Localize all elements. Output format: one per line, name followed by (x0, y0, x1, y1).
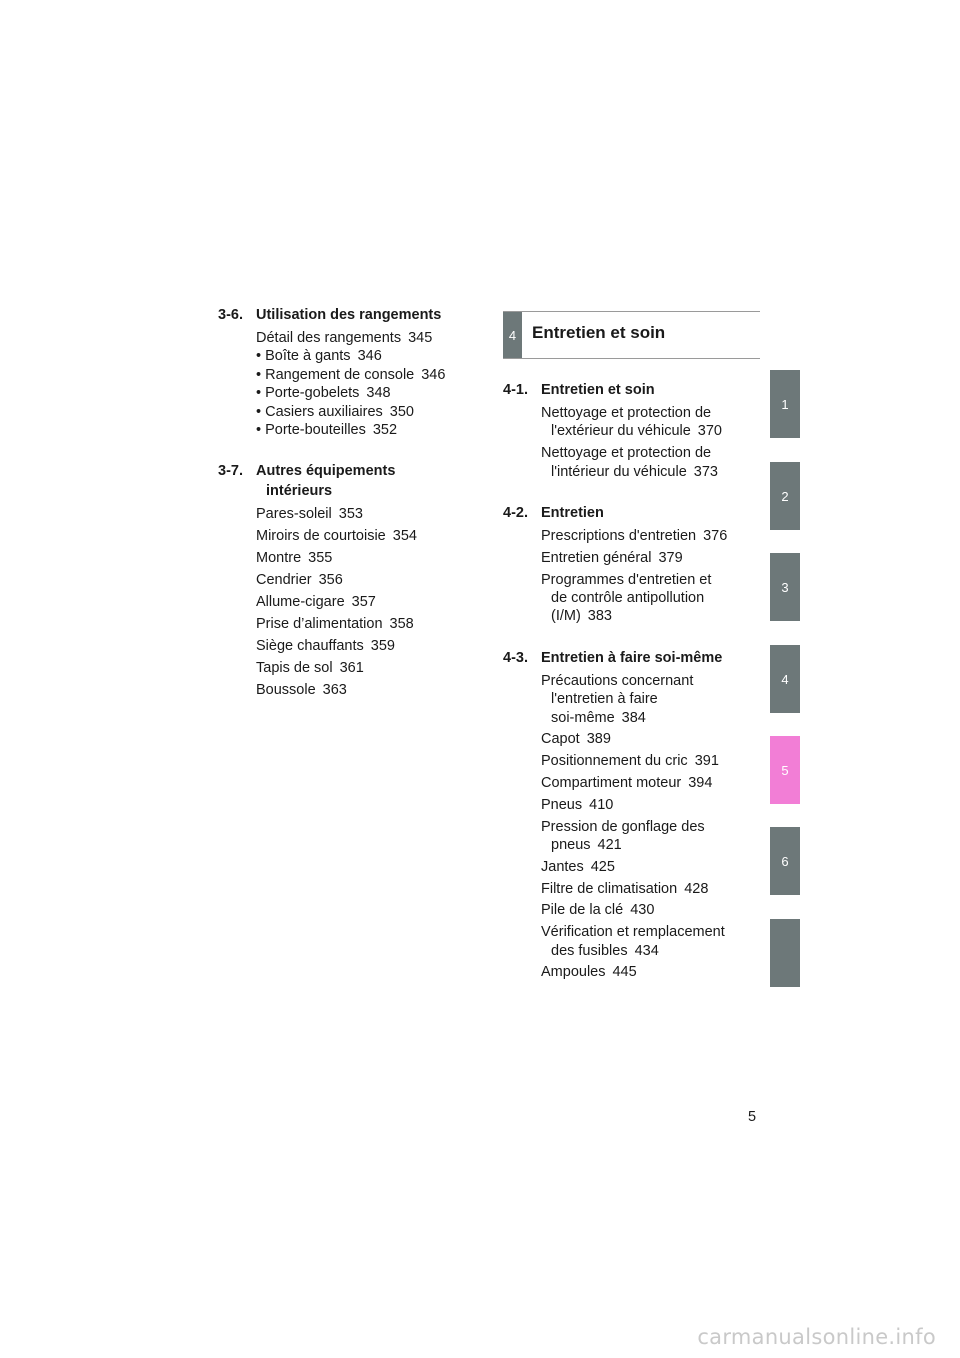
toc-entry[interactable] (541, 901, 760, 919)
entry-page-number: 356 (318, 572, 343, 589)
toc-entry[interactable] (256, 637, 476, 655)
entry-line (256, 549, 476, 567)
toc-entry[interactable] (541, 923, 760, 960)
toc-right-column (503, 311, 760, 985)
section-title (541, 380, 760, 400)
entry-text: pneus (551, 837, 591, 854)
entry-list (503, 672, 760, 982)
entry-text: (I/M) (551, 608, 581, 625)
section-number: 4-3. (503, 649, 528, 666)
toc-entry[interactable] (541, 730, 760, 748)
entry-line (256, 527, 476, 545)
entry-text: l'extérieur du véhicule (551, 423, 691, 440)
section-title (256, 305, 476, 325)
entry-line (541, 571, 760, 589)
toc-entry[interactable] (256, 593, 476, 611)
entry-text: • Boîte à gants (256, 348, 351, 365)
toc-section (218, 461, 476, 699)
entry-line (541, 607, 760, 625)
entry-text: l'intérieur du véhicule (551, 463, 687, 480)
toc-entry[interactable] (256, 681, 476, 699)
entry-text: Précautions concernant (541, 672, 694, 689)
chapter-tab-5[interactable]: 5 (770, 736, 800, 804)
entry-line (541, 549, 760, 567)
entry-page-number: 379 (658, 549, 683, 566)
section-title (541, 648, 760, 668)
entry-line (541, 963, 760, 981)
section-title (541, 503, 760, 523)
entry-text: Montre (256, 550, 302, 567)
entry-line (541, 589, 760, 607)
entry-line (541, 942, 760, 960)
entry-text: Prise d’alimentation (256, 616, 383, 633)
entry-text: Capot (541, 731, 580, 748)
toc-entry[interactable] (256, 615, 476, 633)
section-title-line: Entretien (541, 505, 604, 522)
entry-page-number: 348 (366, 385, 391, 402)
entry-page-number: 352 (372, 422, 398, 439)
entry-text: Détail des rangements (256, 330, 402, 346)
toc-entry[interactable] (541, 796, 760, 814)
entry-text: Positionnement du cric (541, 753, 688, 770)
entry-list (218, 329, 476, 439)
toc-entry[interactable] (256, 384, 476, 402)
toc-entry[interactable] (256, 659, 476, 677)
entry-text: Miroirs de courtoisie (256, 528, 386, 545)
toc-entry[interactable] (541, 672, 760, 727)
entry-line (541, 463, 760, 481)
entry-page-number: 391 (694, 753, 719, 770)
entry-line (541, 444, 760, 462)
entry-text: • Rangement de console (256, 366, 415, 383)
entry-line (256, 637, 476, 655)
watermark: carmanualsonline.info (697, 1325, 936, 1349)
section-title-line: Utilisation des rangements (256, 307, 442, 323)
entry-page-number: 370 (697, 423, 722, 440)
toc-left-column (218, 305, 476, 703)
entry-line (256, 384, 476, 402)
entry-page-number: 434 (634, 942, 659, 959)
entry-text: Jantes (541, 858, 584, 875)
entry-text: • Porte-gobelets (256, 385, 360, 402)
entry-page-number: 358 (389, 616, 414, 633)
chapter-number-badge: 4 (503, 312, 522, 358)
entry-text: • Porte-bouteilles (256, 422, 366, 439)
entry-page-number: 346 (421, 366, 446, 383)
entry-line (541, 858, 760, 876)
chapter-header (503, 311, 760, 359)
entry-line (256, 421, 476, 439)
section-heading (218, 461, 476, 501)
entry-line (541, 774, 760, 792)
entry-page-number: 383 (587, 608, 612, 625)
entry-page-number: 394 (688, 775, 713, 792)
toc-section (503, 503, 760, 626)
entry-page-number: 363 (322, 682, 347, 699)
entry-text: des fusibles (551, 942, 628, 959)
chapter-title: Entretien et soin (532, 323, 666, 342)
entry-text: Vérification et remplacement (541, 924, 725, 941)
entry-text: Nettoyage et protection de (541, 405, 712, 421)
toc-section (218, 305, 476, 439)
entry-text: Pneus (541, 796, 583, 813)
chapter-tab-4[interactable]: 4 (770, 645, 800, 713)
entry-page-number: 357 (351, 594, 376, 611)
entry-line (256, 615, 476, 633)
entry-list (503, 404, 760, 481)
toc-entry[interactable] (256, 527, 476, 545)
entry-line (541, 796, 760, 814)
toc-entry[interactable] (541, 774, 760, 792)
entry-line (541, 818, 760, 836)
entry-text: Allume-cigare (256, 594, 345, 611)
entry-text: Compartiment moteur (541, 775, 682, 792)
entry-page-number: 350 (389, 403, 414, 420)
entry-page-number: 384 (621, 709, 646, 726)
entry-text: Cendrier (256, 572, 312, 589)
entry-page-number: 410 (589, 796, 614, 813)
entry-page-number: 345 (408, 330, 433, 346)
toc-entry[interactable] (541, 444, 760, 481)
entry-line (256, 366, 476, 384)
right-sections (503, 380, 760, 982)
entry-line (256, 659, 476, 677)
entry-line (541, 422, 760, 440)
section-title (256, 461, 476, 501)
section-number: 3-6. (218, 307, 243, 323)
toc-entry[interactable] (541, 571, 760, 626)
entry-text: Filtre de climatisation (541, 880, 678, 897)
entry-text: Ampoules (541, 964, 606, 981)
toc-entry[interactable] (256, 329, 476, 347)
entry-text: Pile de la clé (541, 902, 624, 919)
section-number: 4-2. (503, 505, 528, 522)
entry-line (541, 730, 760, 748)
chapter-tab-1[interactable]: 1 (770, 370, 800, 438)
entry-line (256, 571, 476, 589)
entry-line (541, 690, 760, 708)
entry-page-number: 421 (597, 837, 622, 854)
toc-entry[interactable] (256, 403, 476, 421)
entry-line (541, 672, 760, 690)
entry-text: de contrôle antipollution (551, 590, 705, 607)
entry-page-number: 373 (693, 463, 718, 480)
toc-entry[interactable] (256, 347, 476, 365)
entry-page-number: 354 (392, 528, 417, 545)
entry-text: Nettoyage et protection de (541, 445, 712, 462)
toc-section (503, 380, 760, 481)
page-number: 5 (748, 1109, 757, 1125)
section-title-line: Autres équipements (256, 463, 396, 480)
entry-text: Pression de gonflage des (541, 818, 705, 835)
entry-list (218, 505, 476, 699)
chapter-tab-2[interactable]: 2 (770, 462, 800, 530)
toc-entry[interactable] (541, 752, 760, 770)
entry-line (541, 880, 760, 898)
toc-section (503, 648, 760, 982)
section-heading (218, 305, 476, 325)
entry-text: l'entretien à faire (551, 691, 658, 708)
toc-entry[interactable] (256, 549, 476, 567)
section-title-line: Entretien et soin (541, 382, 655, 398)
entry-page-number: 353 (338, 506, 363, 523)
chapter-tab-index[interactable] (770, 919, 800, 987)
entry-page-number: 389 (586, 731, 611, 748)
entry-line (541, 752, 760, 770)
entry-line (256, 593, 476, 611)
entry-page-number: 361 (339, 660, 364, 677)
entry-line (541, 709, 760, 727)
entry-page-number: 425 (590, 858, 615, 875)
toc-entry[interactable] (541, 880, 760, 898)
entry-line (256, 681, 476, 699)
entry-text: Entretien général (541, 549, 652, 566)
section-number: 4-1. (503, 382, 528, 398)
toc-entry[interactable] (541, 404, 760, 441)
section-heading (503, 503, 760, 523)
section-number: 3-7. (218, 463, 243, 480)
toc-entry[interactable] (541, 818, 760, 855)
entry-text: • Casiers auxiliaires (256, 403, 383, 420)
entry-line (541, 923, 760, 941)
section-heading (503, 648, 760, 668)
entry-line (256, 403, 476, 421)
entry-line (541, 404, 760, 422)
entry-text: Programmes d'entretien et (541, 571, 712, 588)
entry-list (503, 527, 760, 626)
entry-text: Prescriptions d'entretien (541, 528, 697, 545)
toc-entry[interactable] (256, 571, 476, 589)
section-heading (503, 380, 760, 400)
entry-page-number: 376 (703, 528, 728, 545)
chapter-tab-3[interactable]: 3 (770, 553, 800, 621)
toc-entry[interactable] (541, 527, 760, 545)
entry-line (256, 505, 476, 523)
entry-text: soi-même (551, 709, 615, 726)
entry-text: Tapis de sol (256, 660, 333, 677)
section-title-line: Entretien à faire soi-même (541, 649, 723, 666)
entry-page-number: 445 (612, 964, 637, 981)
toc-entry[interactable] (256, 421, 476, 439)
entry-page-number: 428 (684, 880, 709, 897)
entry-text: Siège chauffants (256, 638, 364, 655)
toc-entry[interactable] (541, 549, 760, 567)
entry-text: Boussole (256, 682, 316, 699)
entry-line (541, 901, 760, 919)
section-title-line: intérieurs (266, 483, 333, 500)
entry-page-number: 355 (308, 550, 333, 567)
toc-entry[interactable] (256, 366, 476, 384)
toc-entry[interactable] (541, 963, 760, 981)
entry-text: Pares-soleil (256, 506, 332, 523)
toc-entry[interactable] (541, 858, 760, 876)
entry-page-number: 346 (357, 348, 382, 365)
entry-line (541, 527, 760, 545)
toc-entry[interactable] (256, 505, 476, 523)
entry-line (256, 347, 476, 365)
chapter-tab-6[interactable]: 6 (770, 827, 800, 895)
entry-line (541, 836, 760, 854)
entry-line (256, 329, 476, 347)
entry-page-number: 430 (630, 902, 655, 919)
entry-page-number: 359 (370, 638, 395, 655)
